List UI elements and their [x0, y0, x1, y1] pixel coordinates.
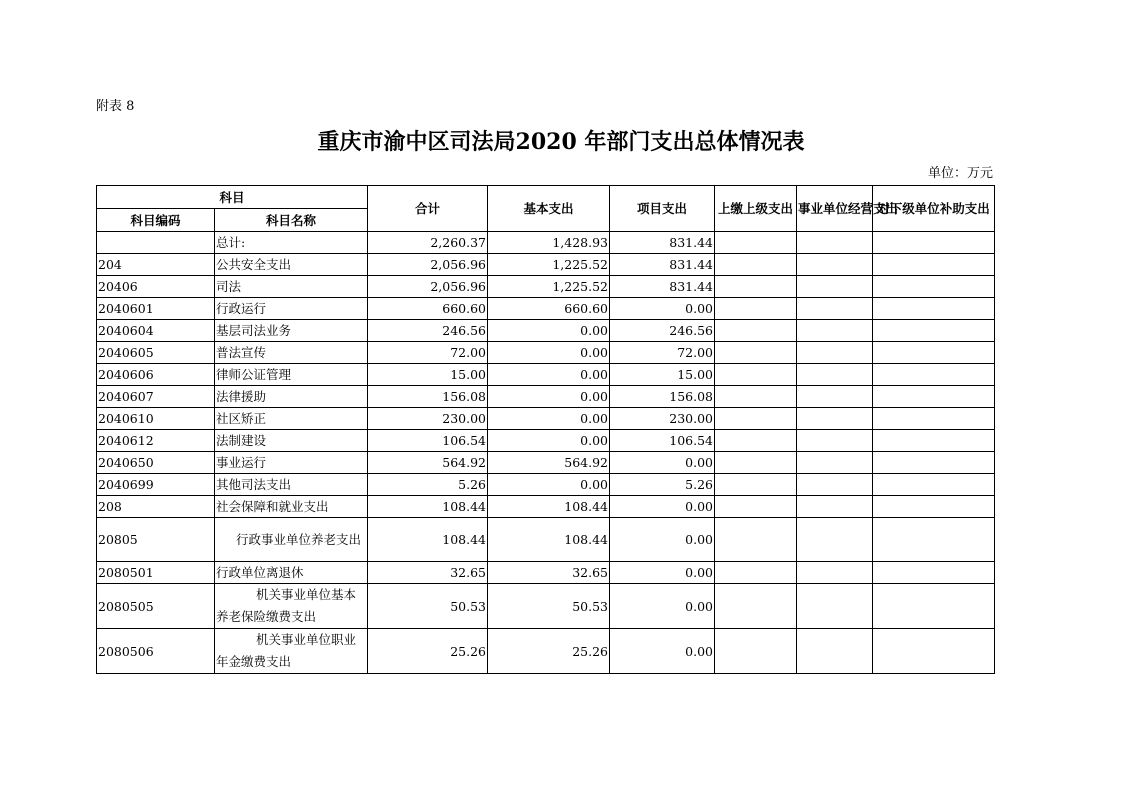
table-row	[97, 518, 995, 562]
row-basic: 0.00	[488, 342, 610, 364]
row-code: 204	[97, 254, 215, 276]
table-row	[97, 408, 995, 430]
row-business-unit	[797, 276, 873, 298]
row-total: 106.54	[368, 430, 488, 452]
row-total: 72.00	[368, 342, 488, 364]
row-basic: 0.00	[488, 430, 610, 452]
row-code: 2040699	[97, 474, 215, 496]
row-basic: 108.44	[488, 518, 610, 562]
row-code: 2040612	[97, 430, 215, 452]
row-total: 15.00	[368, 364, 488, 386]
header-basic: 基本支出	[488, 186, 610, 232]
row-project: 0.00	[610, 584, 715, 629]
row-project: 230.00	[610, 408, 715, 430]
row-project: 0.00	[610, 452, 715, 474]
table-row	[97, 496, 995, 518]
row-code: 20805	[97, 518, 215, 562]
row-total: 108.44	[368, 518, 488, 562]
row-basic: 32.65	[488, 562, 610, 584]
row-name: 机关事业单位基本养老保险缴费支出	[215, 584, 368, 629]
unit-label: 单位：万元	[927, 166, 993, 181]
row-basic: 564.92	[488, 452, 610, 474]
header-subject-code: 科目编码	[97, 209, 215, 232]
row-subsidy	[873, 474, 995, 496]
row-project: 15.00	[610, 364, 715, 386]
row-upper-payment	[715, 629, 797, 674]
row-code: 2080506	[97, 629, 215, 674]
row-project: 156.08	[610, 386, 715, 408]
row-upper-payment	[715, 254, 797, 276]
row-project: 831.44	[610, 276, 715, 298]
row-project: 246.56	[610, 320, 715, 342]
table-row	[97, 232, 995, 254]
row-name: 司法	[215, 276, 368, 298]
row-subsidy	[873, 342, 995, 364]
row-upper-payment	[715, 474, 797, 496]
row-business-unit	[797, 386, 873, 408]
table-row	[97, 298, 995, 320]
row-upper-payment	[715, 518, 797, 562]
row-basic: 1,225.52	[488, 254, 610, 276]
row-basic: 1,225.52	[488, 276, 610, 298]
row-basic: 0.00	[488, 386, 610, 408]
row-basic: 0.00	[488, 364, 610, 386]
header-total: 合计	[368, 186, 488, 232]
row-upper-payment	[715, 276, 797, 298]
row-subsidy	[873, 518, 995, 562]
row-project: 106.54	[610, 430, 715, 452]
row-subsidy	[873, 232, 995, 254]
row-basic: 660.60	[488, 298, 610, 320]
row-business-unit	[797, 408, 873, 430]
header-subsidy: 对下级单位补助支出	[873, 186, 995, 232]
table-row	[97, 276, 995, 298]
table-row	[97, 386, 995, 408]
row-code: 208	[97, 496, 215, 518]
row-upper-payment	[715, 320, 797, 342]
row-subsidy	[873, 562, 995, 584]
row-project: 0.00	[610, 562, 715, 584]
table-row	[97, 320, 995, 342]
row-basic: 25.26	[488, 629, 610, 674]
row-business-unit	[797, 232, 873, 254]
table-row	[97, 629, 995, 674]
row-subsidy	[873, 276, 995, 298]
row-total: 25.26	[368, 629, 488, 674]
row-subsidy	[873, 629, 995, 674]
row-upper-payment	[715, 430, 797, 452]
attachment-label: 附表 8	[96, 99, 135, 114]
row-total: 50.53	[368, 584, 488, 629]
row-name: 法律援助	[215, 386, 368, 408]
row-business-unit	[797, 584, 873, 629]
row-code: 2080505	[97, 584, 215, 629]
row-business-unit	[797, 474, 873, 496]
row-code: 2040610	[97, 408, 215, 430]
row-name: 普法宣传	[215, 342, 368, 364]
row-name: 总计:	[215, 232, 368, 254]
row-code: 2040607	[97, 386, 215, 408]
row-subsidy	[873, 584, 995, 629]
header-project: 项目支出	[610, 186, 715, 232]
row-business-unit	[797, 430, 873, 452]
row-name: 行政运行	[215, 298, 368, 320]
table-row	[97, 584, 995, 629]
expense-table	[96, 185, 995, 674]
row-name: 社会保障和就业支出	[215, 496, 368, 518]
table-row	[97, 254, 995, 276]
row-total: 2,056.96	[368, 276, 488, 298]
row-upper-payment	[715, 342, 797, 364]
row-total: 2,260.37	[368, 232, 488, 254]
row-code: 2040601	[97, 298, 215, 320]
page-title: 重庆市渝中区司法局2020 年部门支出总体情况表	[317, 129, 805, 155]
row-business-unit	[797, 254, 873, 276]
header-upper-payment: 上缴上级支出	[715, 186, 797, 232]
row-name: 其他司法支出	[215, 474, 368, 496]
row-business-unit	[797, 518, 873, 562]
row-subsidy	[873, 254, 995, 276]
row-basic: 0.00	[488, 320, 610, 342]
table-row	[97, 474, 995, 496]
row-project: 72.00	[610, 342, 715, 364]
row-business-unit	[797, 320, 873, 342]
row-name: 基层司法业务	[215, 320, 368, 342]
row-basic: 108.44	[488, 496, 610, 518]
row-name: 行政事业单位养老支出	[215, 518, 368, 562]
row-subsidy	[873, 496, 995, 518]
table-body	[97, 232, 995, 674]
row-business-unit	[797, 452, 873, 474]
row-subsidy	[873, 364, 995, 386]
row-business-unit	[797, 496, 873, 518]
row-code	[97, 232, 215, 254]
row-code: 2040606	[97, 364, 215, 386]
row-subsidy	[873, 408, 995, 430]
row-total: 32.65	[368, 562, 488, 584]
row-upper-payment	[715, 452, 797, 474]
row-code: 20406	[97, 276, 215, 298]
row-upper-payment	[715, 232, 797, 254]
row-name: 法制建设	[215, 430, 368, 452]
row-total: 230.00	[368, 408, 488, 430]
row-upper-payment	[715, 562, 797, 584]
row-upper-payment	[715, 496, 797, 518]
row-code: 2040605	[97, 342, 215, 364]
row-total: 564.92	[368, 452, 488, 474]
row-total: 246.56	[368, 320, 488, 342]
row-business-unit	[797, 562, 873, 584]
row-total: 660.60	[368, 298, 488, 320]
row-name: 社区矫正	[215, 408, 368, 430]
header-subject-name: 科目名称	[215, 209, 368, 232]
table-row	[97, 452, 995, 474]
row-project: 5.26	[610, 474, 715, 496]
row-project: 831.44	[610, 254, 715, 276]
header-business-unit: 事业单位经营支出	[797, 186, 873, 232]
row-total: 108.44	[368, 496, 488, 518]
row-code: 2080501	[97, 562, 215, 584]
row-upper-payment	[715, 364, 797, 386]
row-upper-payment	[715, 408, 797, 430]
row-upper-payment	[715, 298, 797, 320]
row-subsidy	[873, 452, 995, 474]
table-row	[97, 342, 995, 364]
row-subsidy	[873, 320, 995, 342]
row-total: 156.08	[368, 386, 488, 408]
row-subsidy	[873, 386, 995, 408]
row-upper-payment	[715, 386, 797, 408]
row-code: 2040650	[97, 452, 215, 474]
row-basic: 0.00	[488, 474, 610, 496]
row-business-unit	[797, 629, 873, 674]
row-project: 0.00	[610, 629, 715, 674]
row-project: 0.00	[610, 298, 715, 320]
row-basic: 0.00	[488, 408, 610, 430]
row-project: 0.00	[610, 496, 715, 518]
row-project: 0.00	[610, 518, 715, 562]
row-name: 事业运行	[215, 452, 368, 474]
row-business-unit	[797, 298, 873, 320]
table-row	[97, 562, 995, 584]
row-name: 律师公证管理	[215, 364, 368, 386]
row-business-unit	[797, 342, 873, 364]
row-code: 2040604	[97, 320, 215, 342]
row-name: 公共安全支出	[215, 254, 368, 276]
row-upper-payment	[715, 584, 797, 629]
row-basic: 50.53	[488, 584, 610, 629]
header-subject: 科目	[97, 186, 368, 209]
table-row	[97, 364, 995, 386]
row-total: 5.26	[368, 474, 488, 496]
row-name: 行政单位离退休	[215, 562, 368, 584]
row-subsidy	[873, 430, 995, 452]
table-row	[97, 430, 995, 452]
row-basic: 1,428.93	[488, 232, 610, 254]
row-total: 2,056.96	[368, 254, 488, 276]
row-name: 机关事业单位职业年金缴费支出	[215, 629, 368, 674]
row-business-unit	[797, 364, 873, 386]
row-subsidy	[873, 298, 995, 320]
row-project: 831.44	[610, 232, 715, 254]
